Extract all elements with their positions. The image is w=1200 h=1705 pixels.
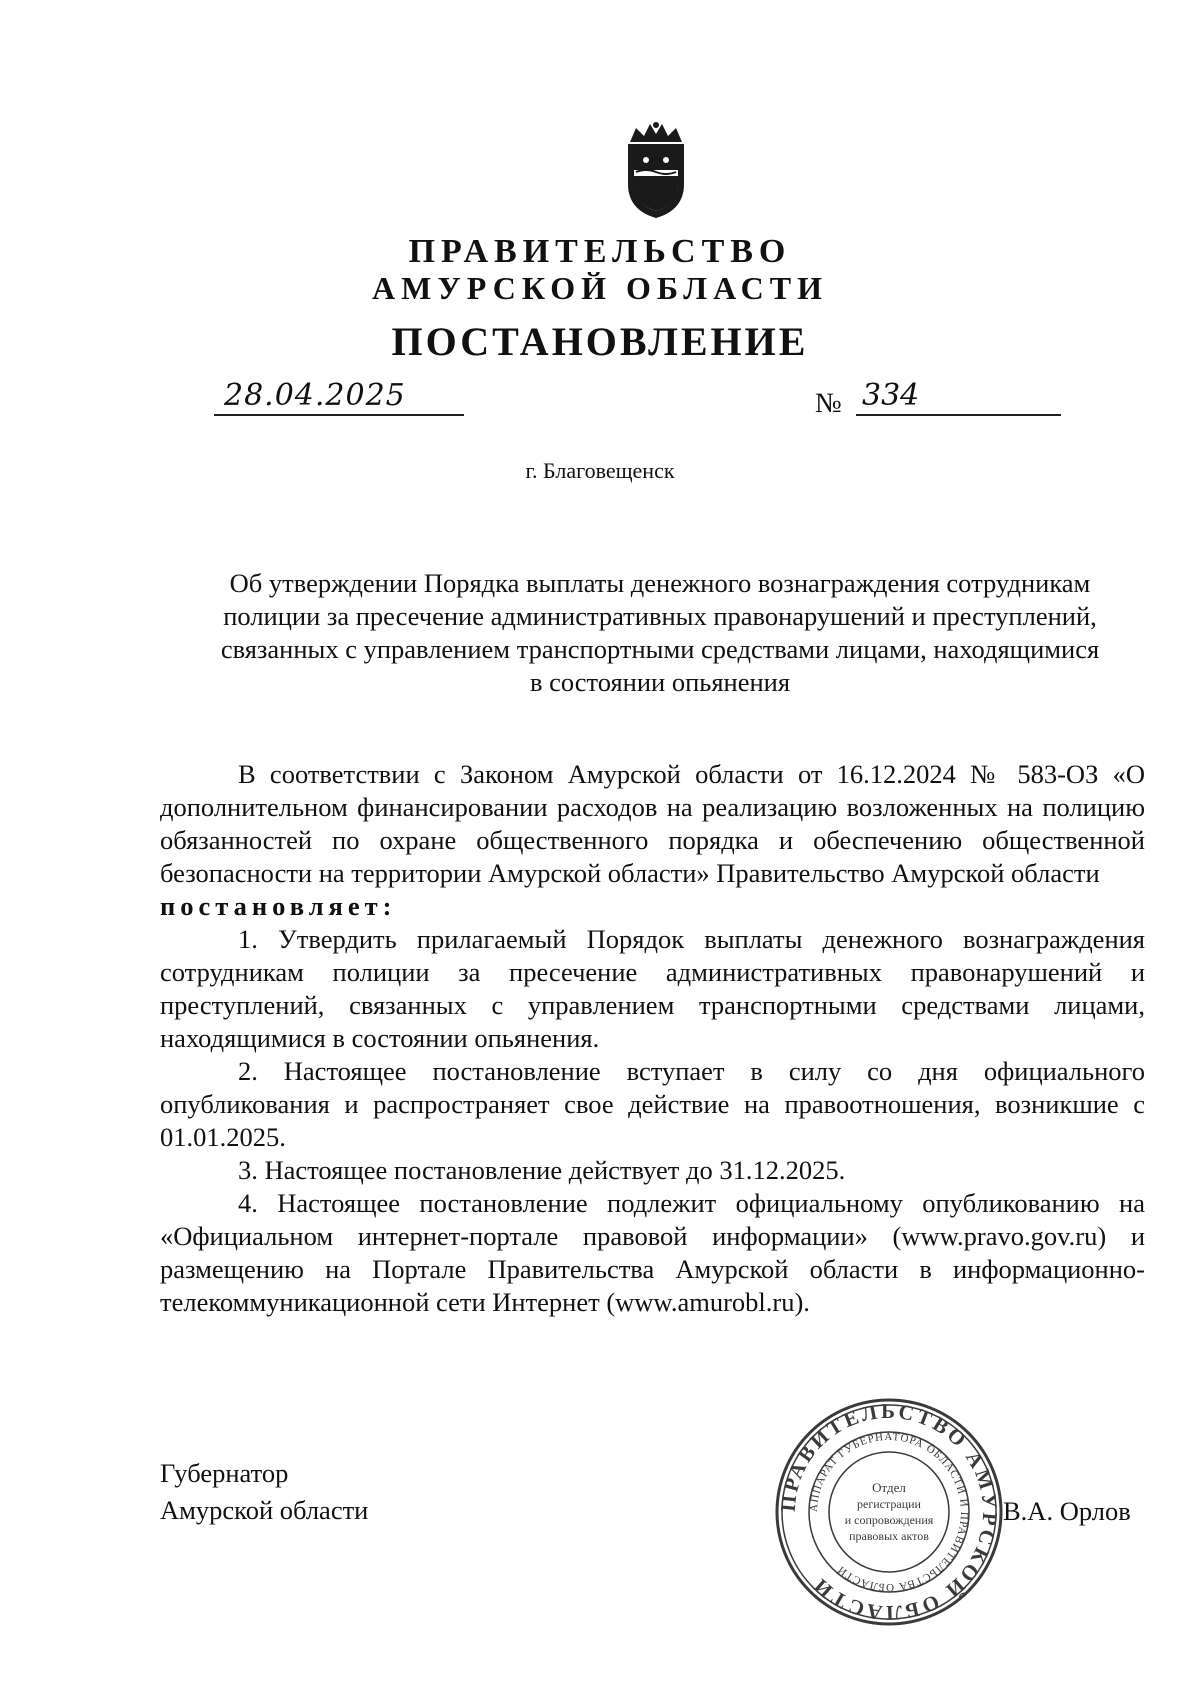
- official-stamp-icon: [772, 1395, 1006, 1629]
- item-paragraph: 4. Настоящее постановление подлежит официальному опубликованию на «Официальном интернет-портале правовой информации» (www.pravo.gov.ru) и размещению на Портале Правительства Амурской области в информационно-телекоммуникационной сети Интернет (www.amurobl.ru).: [160, 1188, 1145, 1317]
- document-type: ПОСТАНОВЛЕНИЕ: [391, 319, 809, 364]
- stamp-center-line: регистрации: [857, 1497, 921, 1511]
- stamp-center-line: правовых актов: [849, 1529, 929, 1543]
- title-line: Об утверждении Порядка выплаты денежного вознаграждения сотрудникам: [229, 568, 1091, 598]
- title-line: в состоянии опьянения: [529, 667, 791, 697]
- handwritten-number: 334: [862, 378, 920, 413]
- stamp-outer-text: ПРАВИТЕЛЬСТВО АМУРСКОЙ ОБЛАСТИ: [775, 1398, 1003, 1626]
- coat-of-arms-icon: [616, 122, 696, 220]
- position-line: Губернатор: [160, 1458, 289, 1488]
- title-line: связанных с управлением транспортными средствами лицами, находящимися: [220, 634, 1100, 664]
- stamp-center-line: и сопровождения: [844, 1513, 934, 1527]
- stamp-center-line: Отдел: [872, 1480, 906, 1495]
- decree-word: постановляет:: [160, 891, 397, 921]
- number-field: [856, 378, 1061, 416]
- city: г. Благовещенск: [525, 458, 675, 483]
- org-name-line1: ПРАВИТЕЛЬСТВО: [408, 233, 792, 270]
- handwritten-date: 28.04.2025: [224, 378, 406, 413]
- item-paragraph: 2. Настоящее постановление вступает в силу со дня официального опубликования и распространяет свое действие на правоотношения, возникшие с 01.01.2025.: [160, 1056, 1145, 1152]
- position-line: Амурской области: [160, 1495, 369, 1525]
- item-paragraph: 1. Утвердить прилагаемый Порядок выплаты денежного вознаграждения сотрудникам полиции за пресечение административных правонарушений и преступлений, связанных с управлением транспортными средствами лицами, находящимися в состоянии опьянения.: [160, 924, 1145, 1053]
- number-label: №: [815, 388, 842, 419]
- date-field: [214, 378, 464, 416]
- org-name-line2: АМУРСКОЙ ОБЛАСТИ: [372, 270, 828, 306]
- preamble-paragraph: В соответствии с Законом Амурской области от 16.12.2024 № 583-ОЗ «О дополнительном финансировании расходов на реализацию возложенных на полицию обязанностей по охране общественного порядка и обеспечению общественной безопасности на территории Амурской области» Правительство Амурской области: [160, 759, 1145, 888]
- signatory-name: В.А. Орлов: [1003, 1496, 1131, 1526]
- document-title: [180, 567, 1140, 699]
- signatory-position: [160, 1455, 368, 1529]
- title-line: полиции за пресечение административных правонарушений и преступлений,: [223, 601, 1097, 631]
- item-paragraph: 3. Настоящее постановление действует до 31.12.2025.: [238, 1155, 846, 1185]
- document-body: [160, 758, 1145, 1319]
- stamp-inner-text: АППАРАТ ГУБЕРНАТОРА ОБЛАСТИ И ПРАВИТЕЛЬСТВА ОБЛАСТИ: [807, 1430, 971, 1594]
